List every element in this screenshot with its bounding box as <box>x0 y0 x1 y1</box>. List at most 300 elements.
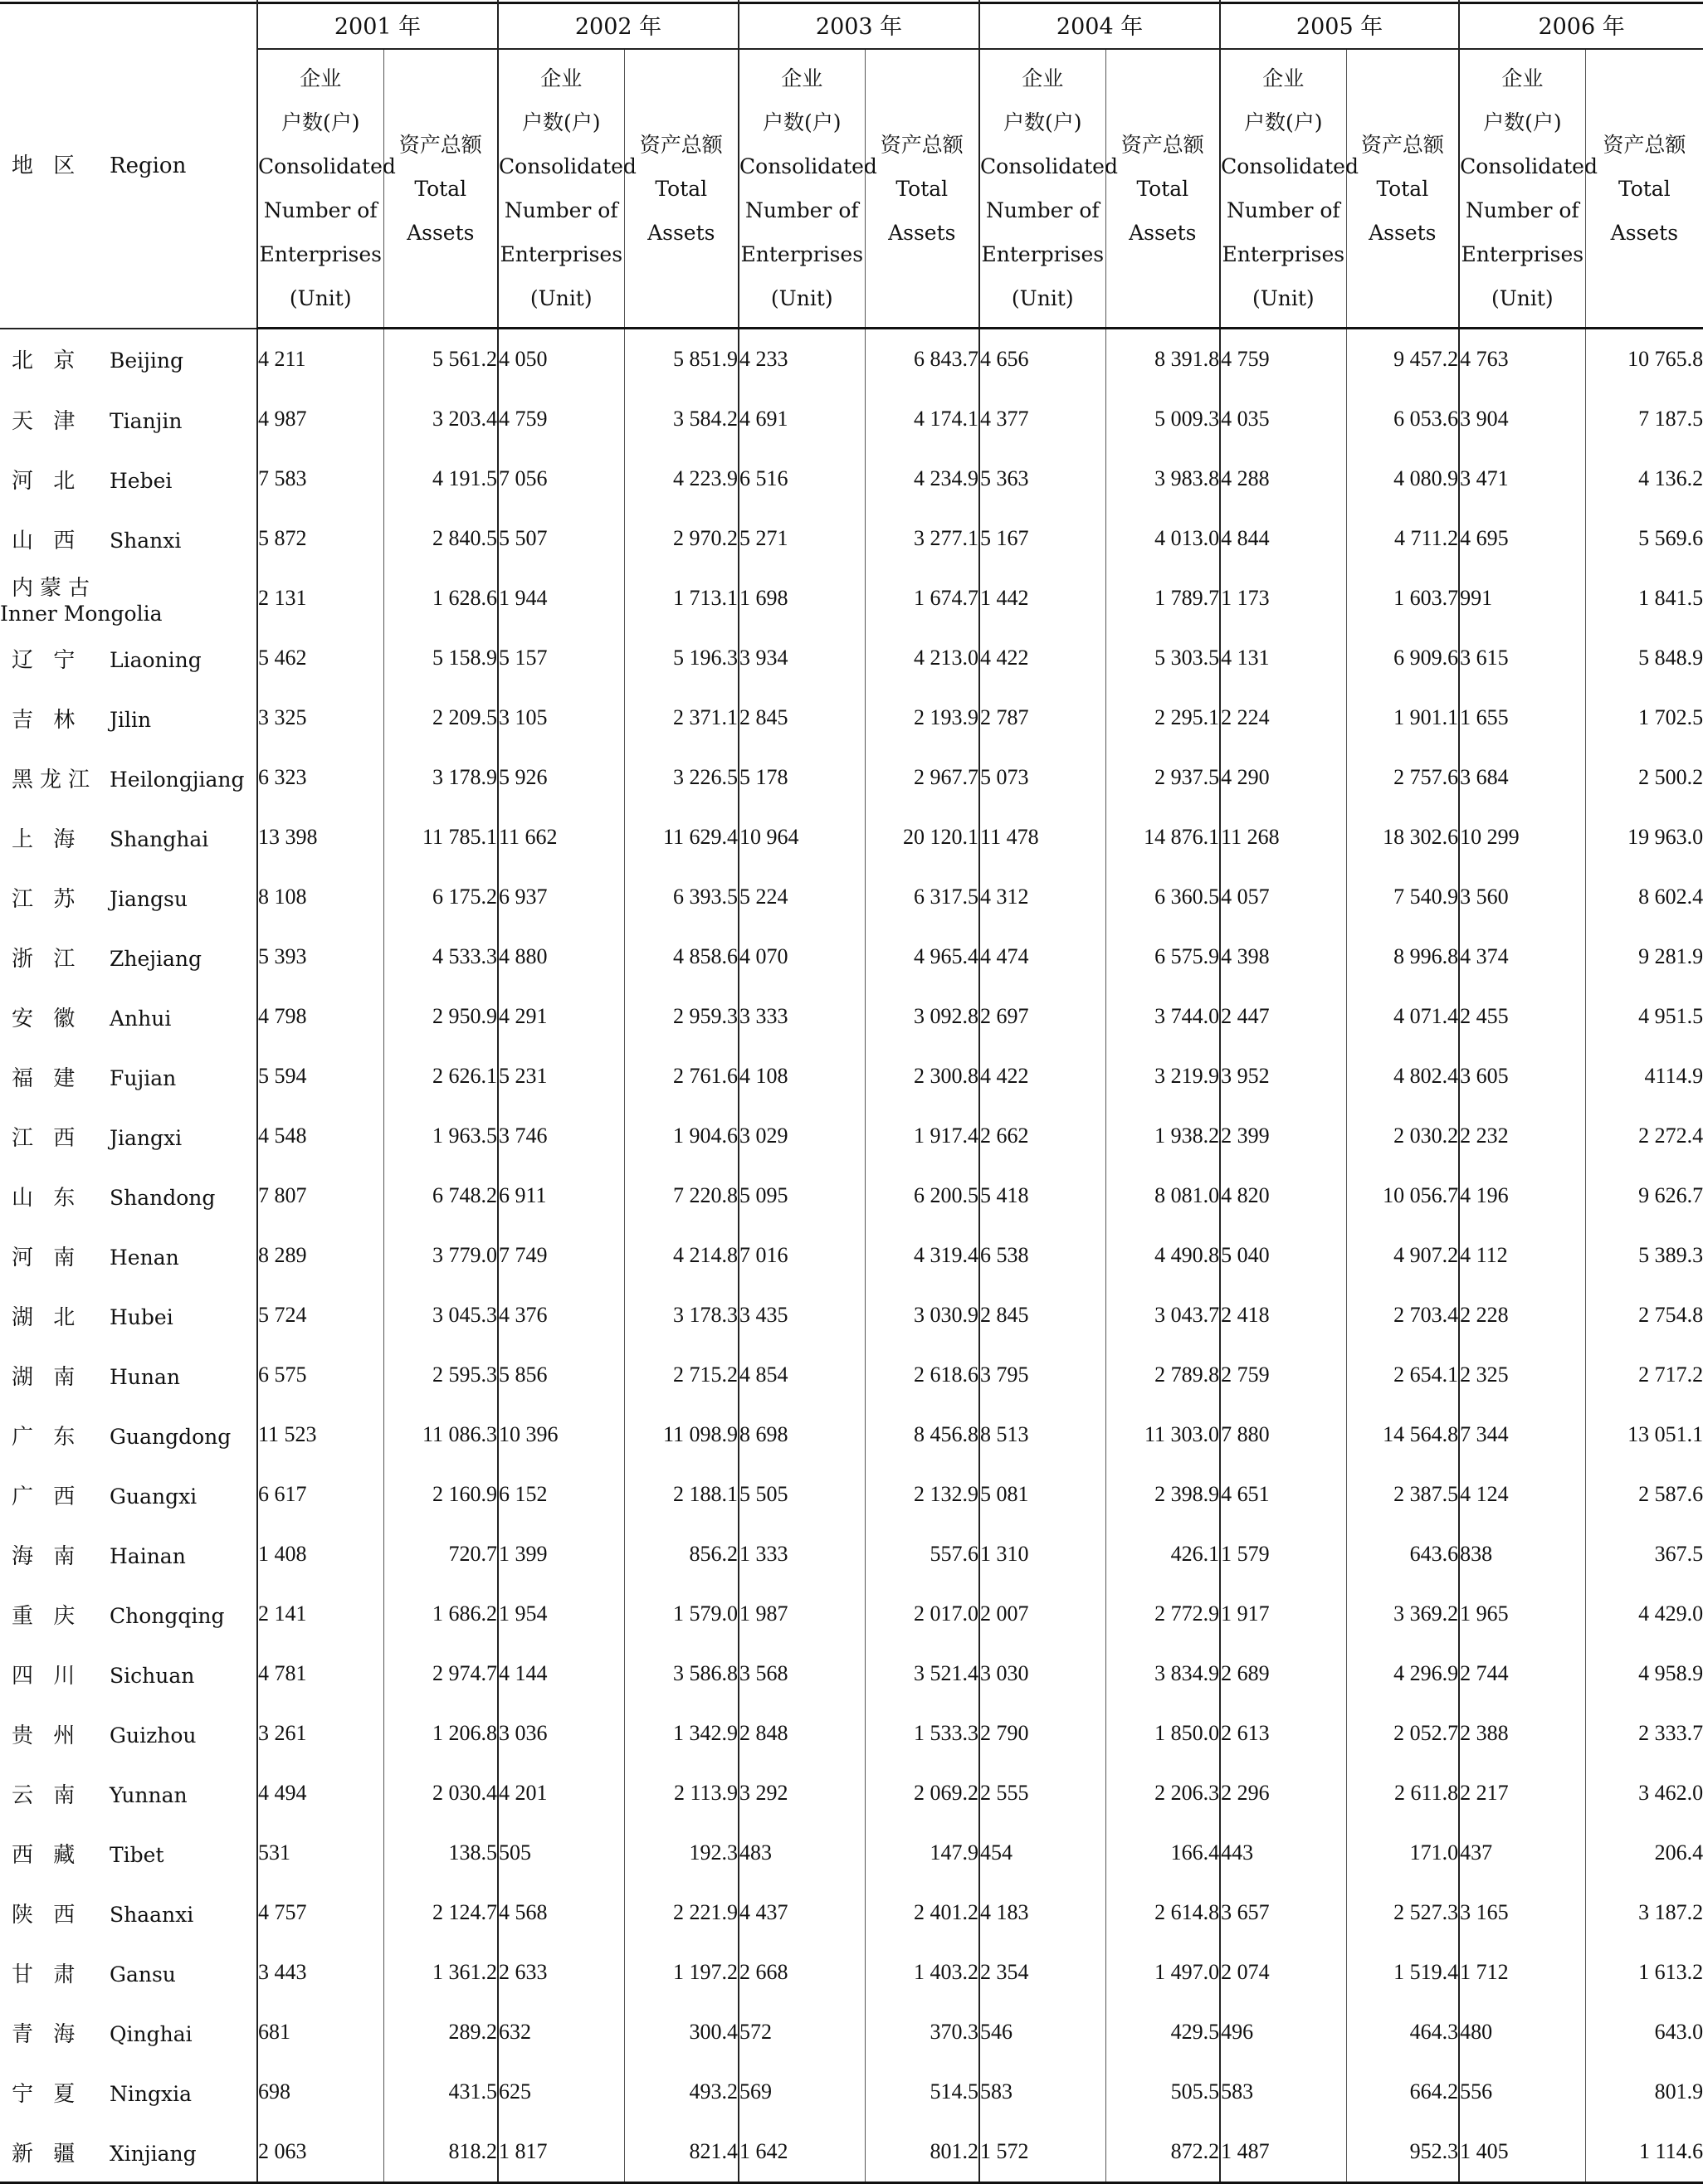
enterprise-count-header-line: Enterprises <box>259 242 383 266</box>
total-assets-cell: 1 519.4 <box>1346 1943 1459 2002</box>
enterprise-count-cell: 2 217 <box>1459 1763 1585 1823</box>
year-header: 2004 年 <box>979 0 1220 49</box>
enterprise-count-cell: 4 854 <box>739 1345 865 1405</box>
enterprise-count-header <box>739 49 877 329</box>
total-assets-cell: 1 497.0 <box>1105 1943 1220 2002</box>
total-assets-cell: 5 196.3 <box>624 628 739 688</box>
total-assets-cell: 2 017.0 <box>865 1584 979 1644</box>
table-row <box>0 509 1703 568</box>
total-assets-cell: 2 772.9 <box>1105 1584 1220 1644</box>
enterprise-count-cell: 1 944 <box>498 568 624 628</box>
enterprise-count-cell: 4 124 <box>1459 1465 1585 1524</box>
total-assets-cell: 3 369.2 <box>1346 1584 1459 1644</box>
region-cell <box>0 2062 257 2122</box>
enterprise-count-cell: 2 354 <box>979 1943 1105 2002</box>
total-assets-header-line: 资产总额 <box>1120 132 1204 157</box>
enterprise-count-cell: 4 398 <box>1220 927 1346 987</box>
total-assets-cell: 1 628.6 <box>383 568 498 628</box>
enterprise-count-cell: 1 965 <box>1459 1584 1585 1644</box>
enterprise-count-cell: 3 325 <box>257 688 383 748</box>
enterprise-count-cell: 454 <box>979 1823 1105 1883</box>
enterprise-count-cell: 1 310 <box>979 1524 1105 1584</box>
total-assets-cell: 2 614.8 <box>1105 1883 1220 1943</box>
enterprise-count-cell: 437 <box>1459 1823 1585 1883</box>
enterprise-count-cell: 4 781 <box>257 1644 383 1704</box>
total-assets-cell: 4 958.9 <box>1585 1644 1703 1704</box>
region-name-en: Anhui <box>110 1006 172 1031</box>
enterprise-count-cell: 4 070 <box>739 927 865 987</box>
region-cell <box>0 807 257 867</box>
region-name-en: Yunnan <box>110 1782 188 1807</box>
total-assets-cell: 6 843.7 <box>865 329 979 390</box>
total-assets-cell: 4 711.2 <box>1346 509 1459 568</box>
total-assets-cell: 6 200.5 <box>865 1166 979 1226</box>
total-assets-cell: 4 907.2 <box>1346 1226 1459 1285</box>
total-assets-cell: 2 206.3 <box>1105 1763 1220 1823</box>
total-assets-cell: 18 302.6 <box>1346 807 1459 867</box>
enterprise-count-cell: 2 787 <box>979 688 1105 748</box>
enterprise-count-cell: 1 579 <box>1220 1524 1346 1584</box>
enterprise-count-cell: 5 594 <box>257 1046 383 1106</box>
enterprise-count-header-line: (Unit) <box>1491 286 1554 310</box>
region-cell <box>0 568 257 628</box>
enterprise-count-cell: 443 <box>1220 1823 1346 1883</box>
total-assets-cell: 643.6 <box>1346 1524 1459 1584</box>
total-assets-cell: 3 779.0 <box>383 1226 498 1285</box>
total-assets-cell: 7 187.5 <box>1585 389 1703 449</box>
total-assets-header <box>865 49 979 329</box>
total-assets-header-line: Total Assets <box>888 176 956 245</box>
enterprise-count-cell: 11 662 <box>498 807 624 867</box>
enterprise-count-cell: 4 233 <box>739 329 865 390</box>
year-header: 2002 年 <box>498 0 739 49</box>
table-row <box>0 1763 1703 1823</box>
table-row <box>0 927 1703 987</box>
total-assets-cell: 2 030.4 <box>383 1763 498 1823</box>
total-assets-cell: 370.3 <box>865 2002 979 2062</box>
total-assets-cell: 2 974.7 <box>383 1644 498 1704</box>
total-assets-cell: 2 030.2 <box>1346 1106 1459 1166</box>
table-row <box>0 1823 1703 1883</box>
enterprise-count-header <box>1220 49 1359 329</box>
table-row <box>0 987 1703 1046</box>
total-assets-cell: 2 757.6 <box>1346 748 1459 807</box>
region-name-en: Guangxi <box>110 1484 198 1509</box>
total-assets-cell: 952.3 <box>1346 2122 1459 2183</box>
enterprise-count-cell: 569 <box>739 2062 865 2122</box>
enterprise-count-cell: 7 749 <box>498 1226 624 1285</box>
total-assets-header-line: Total Assets <box>1369 176 1437 245</box>
enterprise-count-cell: 2 399 <box>1220 1106 1346 1166</box>
enterprise-count-cell: 5 724 <box>257 1285 383 1345</box>
total-assets-cell: 2 221.9 <box>624 1883 739 1943</box>
total-assets-header-line: Total Assets <box>407 176 475 245</box>
total-assets-cell: 11 785.1 <box>383 807 498 867</box>
enterprise-count-cell: 3 746 <box>498 1106 624 1166</box>
enterprise-count-header-line: Consolidated <box>1460 154 1598 178</box>
region-name-en: Shanxi <box>110 528 182 553</box>
total-assets-cell: 5 851.9 <box>624 329 739 390</box>
total-assets-cell: 664.2 <box>1346 2062 1459 2122</box>
total-assets-cell: 2 371.1 <box>624 688 739 748</box>
total-assets-cell: 1 403.2 <box>865 1943 979 2002</box>
region-name-en: Jilin <box>110 707 152 732</box>
region-name-en: Guizhou <box>110 1723 197 1748</box>
enterprise-count-header-line: 户数(户) <box>1003 110 1082 134</box>
total-assets-cell: 6 909.6 <box>1346 628 1459 688</box>
total-assets-cell: 1 963.5 <box>383 1106 498 1166</box>
enterprise-count-header-line: Consolidated <box>499 154 637 178</box>
total-assets-cell: 2 113.9 <box>624 1763 739 1823</box>
enterprise-count-cell: 4 651 <box>1220 1465 1346 1524</box>
region-name-cn: 湖 北 <box>12 1304 82 1330</box>
total-assets-cell: 4 951.5 <box>1585 987 1703 1046</box>
region-cell <box>0 1883 257 1943</box>
total-assets-cell: 1 904.6 <box>624 1106 739 1166</box>
region-column-header <box>0 0 257 329</box>
table-row <box>0 1166 1703 1226</box>
enterprise-count-cell: 4 987 <box>257 389 383 449</box>
total-assets-cell: 5 848.9 <box>1585 628 1703 688</box>
total-assets-cell: 367.5 <box>1585 1524 1703 1584</box>
total-assets-cell: 166.4 <box>1105 1823 1220 1883</box>
total-assets-header-line: 资产总额 <box>880 132 964 157</box>
region-cell <box>0 1285 257 1345</box>
total-assets-cell: 2 654.1 <box>1346 1345 1459 1405</box>
enterprise-count-cell: 2 697 <box>979 987 1105 1046</box>
enterprise-count-cell: 2 228 <box>1459 1285 1585 1345</box>
region-cell <box>0 1763 257 1823</box>
total-assets-cell: 1 686.2 <box>383 1584 498 1644</box>
total-assets-cell: 6 748.2 <box>383 1166 498 1226</box>
total-assets-cell: 6 317.5 <box>865 867 979 927</box>
total-assets-cell: 426.1 <box>1105 1524 1220 1584</box>
enterprise-count-cell: 632 <box>498 2002 624 2062</box>
total-assets-cell: 4 296.9 <box>1346 1644 1459 1704</box>
table-row <box>0 329 1703 390</box>
enterprise-count-cell: 991 <box>1459 568 1585 628</box>
total-assets-cell: 8 602.4 <box>1585 867 1703 927</box>
enterprise-count-header <box>1459 49 1598 329</box>
total-assets-cell: 3 586.8 <box>624 1644 739 1704</box>
year-header: 2003 年 <box>739 0 979 49</box>
enterprise-count-header-line: 企业 <box>781 66 823 90</box>
enterprise-count-cell: 5 073 <box>979 748 1105 807</box>
region-name-cn: 青 海 <box>12 2021 82 2047</box>
region-cell <box>0 1465 257 1524</box>
total-assets-cell: 4 174.1 <box>865 389 979 449</box>
enterprise-count-header-line: 企业 <box>1022 66 1064 90</box>
total-assets-cell: 4 191.5 <box>383 449 498 509</box>
enterprise-count-cell: 4 291 <box>498 987 624 1046</box>
enterprise-count-cell: 3 292 <box>739 1763 865 1823</box>
enterprise-count-cell: 838 <box>1459 1524 1585 1584</box>
enterprise-count-cell: 681 <box>257 2002 383 2062</box>
enterprise-count-cell: 4 377 <box>979 389 1105 449</box>
enterprise-count-header-line: 户数(户) <box>1244 110 1323 134</box>
enterprise-count-cell: 3 795 <box>979 1345 1105 1405</box>
total-assets-cell: 300.4 <box>624 2002 739 2062</box>
enterprise-count-header-line: 户数(户) <box>522 110 601 134</box>
total-assets-cell: 2 387.5 <box>1346 1465 1459 1524</box>
total-assets-cell: 2 840.5 <box>383 509 498 568</box>
enterprise-count-cell: 3 560 <box>1459 867 1585 927</box>
region-cell <box>0 748 257 807</box>
total-assets-cell: 9 457.2 <box>1346 329 1459 390</box>
enterprise-count-header-line: 企业 <box>1501 66 1544 90</box>
enterprise-count-cell: 6 617 <box>257 1465 383 1524</box>
enterprise-count-cell: 4 880 <box>498 927 624 987</box>
enterprise-count-cell: 11 478 <box>979 807 1105 867</box>
total-assets-cell: 2 703.4 <box>1346 1285 1459 1345</box>
enterprise-count-cell: 8 108 <box>257 867 383 927</box>
enterprise-count-header-line: 企业 <box>540 66 583 90</box>
total-assets-cell: 11 086.3 <box>383 1405 498 1465</box>
region-name-en: Guangdong <box>110 1424 232 1449</box>
total-assets-cell: 2 333.7 <box>1585 1704 1703 1763</box>
total-assets-cell: 20 120.1 <box>865 807 979 867</box>
total-assets-cell: 4 071.4 <box>1346 987 1459 1046</box>
enterprise-count-cell: 5 856 <box>498 1345 624 1405</box>
enterprise-count-cell: 5 081 <box>979 1465 1105 1524</box>
total-assets-cell: 2 967.7 <box>865 748 979 807</box>
enterprise-count-cell: 4 422 <box>979 1046 1105 1106</box>
enterprise-count-header-line: (Unit) <box>770 286 833 310</box>
total-assets-cell: 4 490.8 <box>1105 1226 1220 1285</box>
enterprise-count-header-line: Number of <box>263 198 378 222</box>
total-assets-cell: 206.4 <box>1585 1823 1703 1883</box>
total-assets-header <box>1346 49 1459 329</box>
total-assets-header <box>624 49 739 329</box>
region-cell <box>0 1943 257 2002</box>
region-name-en: Gansu <box>110 1962 176 1987</box>
total-assets-cell: 2 300.8 <box>865 1046 979 1106</box>
enterprise-count-cell: 1 987 <box>739 1584 865 1644</box>
total-assets-cell: 6 053.6 <box>1346 389 1459 449</box>
enterprise-count-header-line: (Unit) <box>1011 286 1074 310</box>
enterprise-count-cell: 4 474 <box>979 927 1105 987</box>
enterprise-count-cell: 5 095 <box>739 1166 865 1226</box>
enterprise-count-cell: 4 312 <box>979 867 1105 927</box>
enterprise-count-cell: 583 <box>1220 2062 1346 2122</box>
enterprise-count-cell: 6 538 <box>979 1226 1105 1285</box>
total-assets-cell: 1 901.1 <box>1346 688 1459 748</box>
total-assets-cell: 10 765.8 <box>1585 329 1703 390</box>
enterprise-count-cell: 4 144 <box>498 1644 624 1704</box>
total-assets-cell: 3 521.4 <box>865 1644 979 1704</box>
enterprise-count-cell: 4 374 <box>1459 927 1585 987</box>
enterprise-count-cell: 2 845 <box>979 1285 1105 1345</box>
enterprise-count-cell: 4 131 <box>1220 628 1346 688</box>
enterprise-count-cell: 4 844 <box>1220 509 1346 568</box>
total-assets-cell: 429.5 <box>1105 2002 1220 2062</box>
total-assets-cell: 1 603.7 <box>1346 568 1459 628</box>
enterprise-count-cell: 2 613 <box>1220 1704 1346 1763</box>
enterprise-count-cell: 10 964 <box>739 807 865 867</box>
enterprise-count-cell: 1 408 <box>257 1524 383 1584</box>
total-assets-cell: 3 045.3 <box>383 1285 498 1345</box>
total-assets-cell: 3 043.7 <box>1105 1285 1220 1345</box>
total-assets-cell: 2 611.8 <box>1346 1763 1459 1823</box>
region-name-cn: 湖 南 <box>12 1364 82 1390</box>
enterprise-count-cell: 8 289 <box>257 1226 383 1285</box>
region-name-cn: 河 南 <box>12 1245 82 1270</box>
table-row <box>0 2062 1703 2122</box>
region-cell <box>0 389 257 449</box>
region-name-en: Heilongjiang <box>110 767 245 792</box>
enterprise-count-cell: 480 <box>1459 2002 1585 2062</box>
region-name-en: Fujian <box>110 1065 177 1090</box>
total-assets-cell: 11 098.9 <box>624 1405 739 1465</box>
enterprise-count-cell: 4 183 <box>979 1883 1105 1943</box>
enterprise-count-cell: 5 872 <box>257 509 383 568</box>
total-assets-cell: 801.9 <box>1585 2062 1703 2122</box>
total-assets-cell: 4 802.4 <box>1346 1046 1459 1106</box>
total-assets-cell: 643.0 <box>1585 2002 1703 2062</box>
enterprise-count-cell: 5 224 <box>739 867 865 927</box>
region-name-en: Qinghai <box>110 2021 193 2046</box>
enterprise-count-cell: 8 698 <box>739 1405 865 1465</box>
total-assets-cell: 1 197.2 <box>624 1943 739 2002</box>
enterprise-count-cell: 5 040 <box>1220 1226 1346 1285</box>
enterprise-count-cell: 2 845 <box>739 688 865 748</box>
total-assets-cell: 8 996.8 <box>1346 927 1459 987</box>
table-row <box>0 1405 1703 1465</box>
total-assets-cell: 2 500.2 <box>1585 748 1703 807</box>
enterprise-count-cell: 2 759 <box>1220 1345 1346 1405</box>
region-name-cn: 辽 宁 <box>12 647 82 673</box>
enterprise-count-cell: 2 141 <box>257 1584 383 1644</box>
enterprise-count-cell: 7 880 <box>1220 1405 1346 1465</box>
enterprise-count-cell: 2 790 <box>979 1704 1105 1763</box>
total-assets-cell: 3 187.2 <box>1585 1883 1703 1943</box>
region-name-en: Shanghai <box>110 826 209 851</box>
total-assets-cell: 2 717.2 <box>1585 1345 1703 1405</box>
table-row <box>0 628 1703 688</box>
region-name-en: Chongqing <box>110 1603 225 1628</box>
enterprise-count-cell: 3 036 <box>498 1704 624 1763</box>
total-assets-cell: 138.5 <box>383 1823 498 1883</box>
total-assets-cell: 8 456.8 <box>865 1405 979 1465</box>
total-assets-cell: 505.5 <box>1105 2062 1220 2122</box>
enterprise-count-cell: 5 393 <box>257 927 383 987</box>
total-assets-cell: 1 613.2 <box>1585 1943 1703 2002</box>
enterprise-count-cell: 2 224 <box>1220 688 1346 748</box>
enterprise-count-cell: 1 954 <box>498 1584 624 1644</box>
total-assets-cell: 2 209.5 <box>383 688 498 748</box>
enterprise-count-cell: 496 <box>1220 2002 1346 2062</box>
enterprise-count-cell: 2 074 <box>1220 1943 1346 2002</box>
total-assets-cell: 3 030.9 <box>865 1285 979 1345</box>
enterprise-count-cell: 4 050 <box>498 329 624 390</box>
enterprise-count-cell: 6 516 <box>739 449 865 509</box>
enterprise-count-cell: 7 807 <box>257 1166 383 1226</box>
enterprise-count-header-line: Enterprises <box>1222 242 1345 266</box>
total-assets-cell: 2 188.1 <box>624 1465 739 1524</box>
enterprise-count-cell: 3 435 <box>739 1285 865 1345</box>
enterprise-count-cell: 1 572 <box>979 2122 1105 2183</box>
enterprise-count-cell: 4 290 <box>1220 748 1346 807</box>
total-assets-cell: 2 398.9 <box>1105 1465 1220 1524</box>
enterprise-count-cell: 583 <box>979 2062 1105 2122</box>
enterprise-count-cell: 5 167 <box>979 509 1105 568</box>
region-name-cn: 广 西 <box>12 1484 82 1509</box>
total-assets-cell: 4114.9 <box>1585 1046 1703 1106</box>
enterprise-count-cell: 531 <box>257 1823 383 1883</box>
enterprise-count-cell: 1 399 <box>498 1524 624 1584</box>
enterprise-count-cell: 6 911 <box>498 1166 624 1226</box>
enterprise-count-cell: 6 323 <box>257 748 383 807</box>
region-name-en: Zhejiang <box>110 946 203 971</box>
enterprise-count-cell: 4 437 <box>739 1883 865 1943</box>
enterprise-count-header-line: Consolidated <box>1221 154 1359 178</box>
region-name-cn: 福 建 <box>12 1065 82 1091</box>
enterprise-count-cell: 4 211 <box>257 329 383 390</box>
enterprise-count-cell: 4 494 <box>257 1763 383 1823</box>
region-name-en: Inner Mongolia <box>0 601 163 626</box>
total-assets-cell: 2 789.8 <box>1105 1345 1220 1405</box>
total-assets-cell: 3 462.0 <box>1585 1763 1703 1823</box>
region-name-cn: 山 东 <box>12 1185 82 1211</box>
total-assets-cell: 13 051.1 <box>1585 1405 1703 1465</box>
total-assets-cell: 2 761.6 <box>624 1046 739 1106</box>
region-name-en: Xinjiang <box>110 2141 197 2166</box>
region-cell <box>0 509 257 568</box>
enterprise-count-cell: 11 268 <box>1220 807 1346 867</box>
total-assets-cell: 4 214.8 <box>624 1226 739 1285</box>
year-header: 2001 年 <box>257 0 498 49</box>
enterprise-count-cell: 4 201 <box>498 1763 624 1823</box>
enterprise-count-header-line: Number of <box>985 198 1100 222</box>
table-body <box>0 329 1703 2183</box>
enterprise-count-cell: 3 615 <box>1459 628 1585 688</box>
enterprise-count-header-line: Number of <box>744 198 859 222</box>
region-name-cn: 江 西 <box>12 1125 82 1151</box>
total-assets-cell: 6 175.2 <box>383 867 498 927</box>
enterprise-count-cell: 546 <box>979 2002 1105 2062</box>
enterprise-count-cell: 3 105 <box>498 688 624 748</box>
enterprise-count-header-line: 企业 <box>1262 66 1305 90</box>
region-header-cn: 地 区 <box>12 153 82 178</box>
region-name-cn: 四 川 <box>12 1663 82 1689</box>
enterprise-count-cell: 7 583 <box>257 449 383 509</box>
total-assets-cell: 11 303.0 <box>1105 1405 1220 1465</box>
enterprise-count-cell: 3 165 <box>1459 1883 1585 1943</box>
enterprise-count-cell: 5 926 <box>498 748 624 807</box>
total-assets-cell: 3 277.1 <box>865 509 979 568</box>
total-assets-cell: 3 092.8 <box>865 987 979 1046</box>
total-assets-cell: 8 391.8 <box>1105 329 1220 390</box>
total-assets-cell: 1 789.7 <box>1105 568 1220 628</box>
region-name-cn: 天 津 <box>12 408 82 434</box>
total-assets-cell: 7 220.8 <box>624 1166 739 1226</box>
table-row <box>0 1644 1703 1704</box>
enterprise-count-cell: 4 759 <box>498 389 624 449</box>
enterprise-count-cell: 4 112 <box>1459 1226 1585 1285</box>
total-assets-cell: 1 850.0 <box>1105 1704 1220 1763</box>
total-assets-cell: 2 069.2 <box>865 1763 979 1823</box>
total-assets-cell: 1 702.5 <box>1585 688 1703 748</box>
total-assets-cell: 818.2 <box>383 2122 498 2183</box>
region-cell <box>0 1644 257 1704</box>
region-name-en: Hubei <box>110 1304 173 1329</box>
table-row <box>0 1046 1703 1106</box>
enterprise-count-header <box>979 49 1118 329</box>
enterprise-count-cell: 7 344 <box>1459 1405 1585 1465</box>
region-cell <box>0 329 257 390</box>
enterprise-count-cell: 2 388 <box>1459 1704 1585 1763</box>
total-assets-cell: 5 389.3 <box>1585 1226 1703 1285</box>
